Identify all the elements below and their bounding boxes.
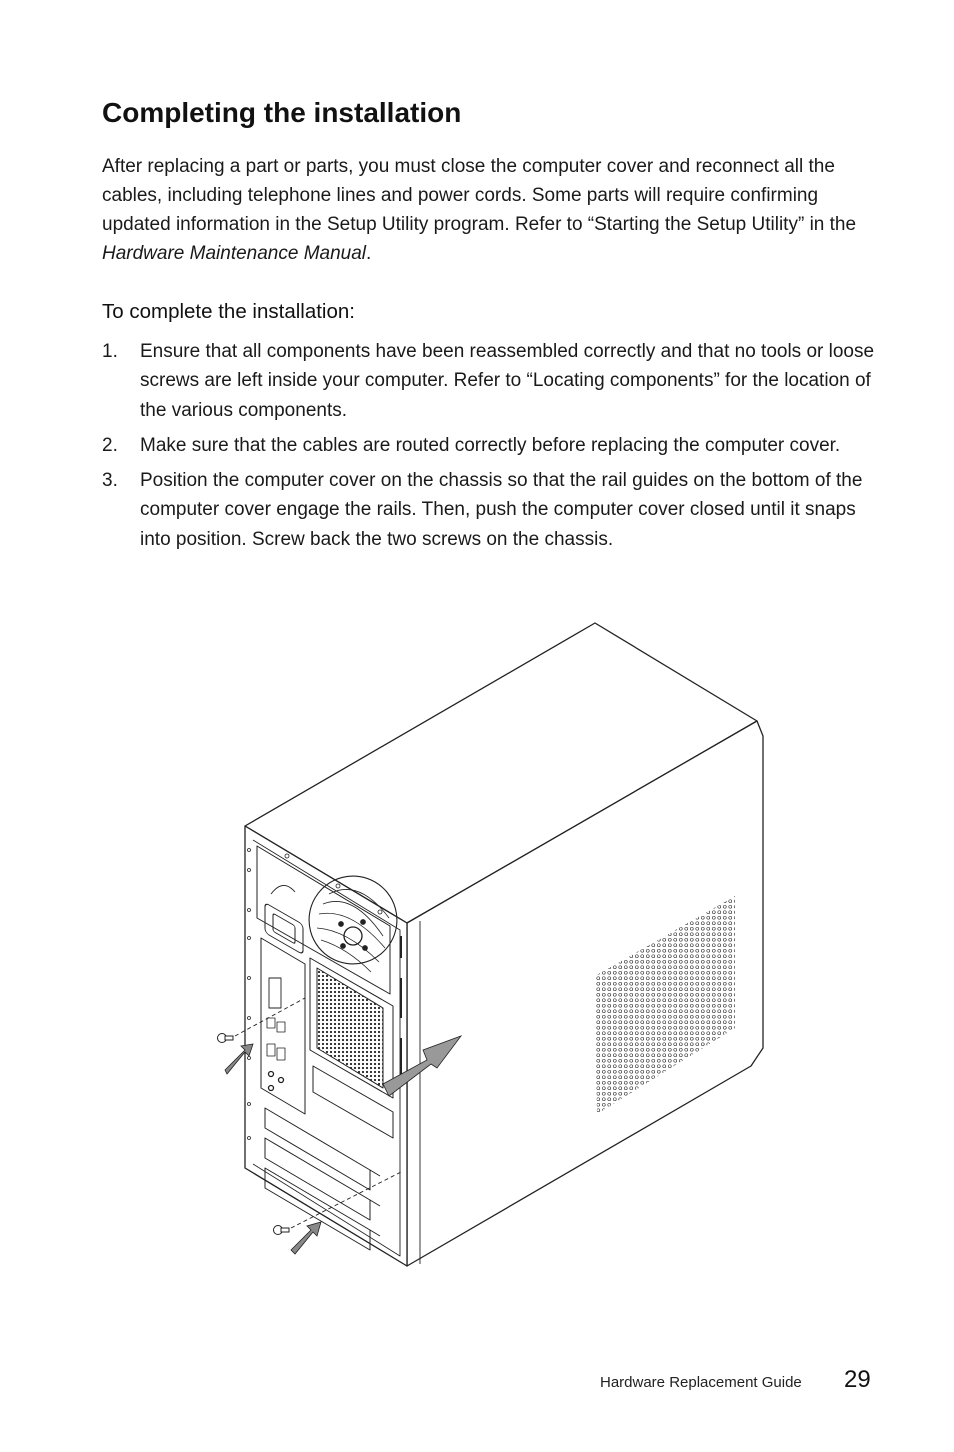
guide-title: Hardware Replacement Guide <box>600 1374 802 1391</box>
step-3 <box>102 466 877 554</box>
intro-tail: . <box>366 243 372 264</box>
step-2 <box>102 431 877 460</box>
step-number: 2. <box>102 434 118 456</box>
step-text: Position the computer cover on the chassis so that the rail guides on the bottom of the computer cover engage the rails. Then, push the computer cover closed until it snaps into position. Screw back the two screws on the chassis. <box>140 470 863 550</box>
computer-cover-illustration <box>205 618 775 1270</box>
manual-reference: Hardware Maintenance Manual <box>102 243 367 264</box>
screw-icon <box>218 1034 234 1043</box>
step-text: Make sure that the cables are routed correctly before replacing the computer cover. <box>140 434 841 456</box>
screw-icon <box>274 1226 290 1235</box>
step-number: 1. <box>102 341 118 362</box>
page-title: Completing the installation <box>102 97 462 128</box>
step-number: 3. <box>102 470 118 492</box>
procedure-steps <box>102 337 877 560</box>
procedure-heading: To complete the installation: <box>102 300 355 323</box>
step-1 <box>102 337 877 425</box>
step-text: Ensure that all components have been reassembled correctly and that no tools or loose screws are left inside your computer. Refer to “Locating components” for the location of the various components. <box>140 341 875 421</box>
intro-paragraph <box>102 152 872 268</box>
page-number: 29 <box>844 1366 871 1393</box>
intro-text: After replacing a part or parts, you must close the computer cover and reconnect all the cables, including telephone lines and power cords. Some parts will require confirming updated information in the Setup Utility program. Refer to “Starting the Setup Utility” in the <box>102 156 857 235</box>
computer-tower <box>245 623 763 1266</box>
